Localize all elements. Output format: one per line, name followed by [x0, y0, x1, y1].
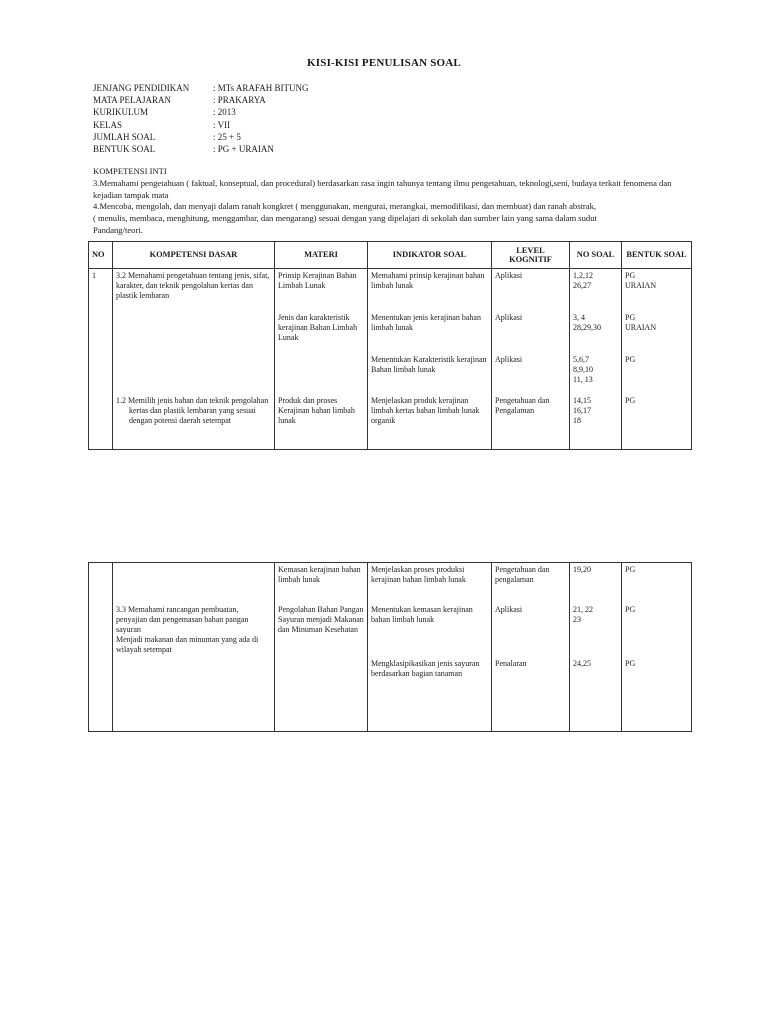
meta-row-jumlah: [93, 131, 308, 143]
cell-indikator: Menentukan jenis kerajinan bahan limbah lunak: [368, 311, 492, 353]
cell-level: Aplikasi: [492, 603, 570, 657]
no-soal-line: 24,25: [573, 658, 591, 668]
table-row: [89, 353, 692, 394]
meta-row-bentuk: [93, 143, 308, 155]
cell-no: [89, 563, 113, 603]
kompetensi-inti-line: kejadian tampak mata: [93, 189, 169, 200]
meta-label: JUMLAH SOAL: [93, 131, 156, 142]
kompetensi-inti-line: Pandang/teori.: [93, 224, 143, 235]
cell-no: [89, 394, 113, 450]
no-soal-line: 14,15: [573, 395, 591, 405]
cell-kd: [113, 353, 275, 394]
cell-level: Aplikasi: [492, 269, 570, 311]
header-indikator-soal: INDIKATOR SOAL: [368, 242, 492, 269]
cell-bentuk: [622, 563, 692, 603]
meta-value: : PG + URAIAN: [213, 143, 274, 155]
cell-indikator: Menjelaskan produk kerajinan limbah kertas bahan limbah lunak organik: [368, 394, 492, 450]
kd-text: Menjadi makanan dan minuman yang ada di wilayah setempat: [116, 634, 259, 654]
cell-no-soal: [570, 603, 622, 657]
cell-no-soal: [570, 269, 622, 311]
bentuk-line: PG: [625, 658, 636, 668]
no-soal-line: 16,17: [573, 405, 591, 415]
no-soal-line: 19,20: [573, 565, 591, 574]
cell-kd: [113, 394, 275, 450]
no-soal-line: 18: [573, 415, 581, 425]
kisi-table-part-1: [88, 241, 692, 450]
bentuk-line: URAIAN: [625, 281, 657, 290]
kompetensi-inti-line: ( menulis, membaca, menghitung, menggambar, dan mengarang) sesuai dengan yang dipelajari di sekolah dan sumber lain yang sama dalam sudut: [93, 213, 597, 224]
cell-level: Aplikasi: [492, 353, 570, 394]
no-soal-line: 5,6,7: [573, 354, 589, 364]
meta-value: : MTs ARAFAH BITUNG: [213, 82, 308, 94]
cell-no: [89, 603, 113, 657]
bentuk-line: PG: [625, 312, 636, 322]
cell-materi: [275, 657, 368, 732]
no-soal-line: 23: [573, 614, 581, 624]
kd-text: 1.2 Memilih jenis bahan dan teknik pengolahan kertas dan plastik lembaran yang sesuai dengan potensi daerah setempat: [116, 395, 269, 425]
meta-label: JENJANG PENDIDIKAN: [93, 83, 190, 93]
no-soal-line: 3, 4: [573, 312, 585, 322]
meta-value: : VII: [213, 119, 230, 131]
table-row: [89, 563, 692, 603]
cell-kd: [113, 311, 275, 353]
no-soal-line: 1,2,12: [573, 271, 593, 280]
table-row: [89, 269, 692, 311]
cell-level: Pengetahuan dan pengalaman: [492, 563, 570, 603]
table-row: [89, 657, 692, 732]
cell-materi: Produk dan proses Kerajinan bahan limbah lunak: [275, 394, 368, 450]
no-soal-line: 21, 22: [573, 604, 593, 614]
bentuk-line: PG: [625, 271, 636, 280]
bentuk-line: PG: [625, 354, 636, 364]
cell-indikator: Menentukan kemasan kerajinan bahan limbah lunak: [368, 603, 492, 657]
meta-row-jenjang: [93, 82, 308, 94]
cell-materi: Pengolahan Bahan Pangan Sayuran menjadi Makanan dan Minuman Kesehatan: [275, 603, 368, 657]
meta-label: KURIKULUM: [93, 107, 148, 118]
cell-level: Aplikasi: [492, 311, 570, 353]
cell-kd: [113, 657, 275, 732]
cell-kd: [113, 603, 275, 657]
cell-indikator: Memahami prinsip kerajinan bahan limbah lunak: [368, 269, 492, 311]
cell-indikator: Menjelaskan proses produksi kerajinan bahan limbah lunak: [368, 563, 492, 603]
cell-bentuk: [622, 603, 692, 657]
cell-no: [89, 353, 113, 394]
table-row: [89, 311, 692, 353]
cell-materi: Jenis dan karakteristik kerajinan Bahan Limbah Lunak: [275, 311, 368, 353]
cell-indikator: Menentukan Karakteristik kerajinan Bahan limbah lunak: [368, 353, 492, 394]
cell-bentuk: [622, 353, 692, 394]
meta-row-kurikulum: [93, 106, 308, 118]
cell-materi: [275, 353, 368, 394]
kd-text: 3.3 Memahami rancangan pembuatan, penyajian dan pengemasan bahan pangan sayuran: [116, 604, 249, 634]
cell-bentuk: [622, 394, 692, 450]
kompetensi-inti-heading: KOMPETENSI INTI: [93, 166, 167, 176]
identity-block: [93, 82, 308, 155]
no-soal-line: 26,27: [573, 281, 591, 290]
header-bentuk-soal: BENTUK SOAL: [622, 242, 692, 269]
cell-indikator: Mengklasipikasikan jenis sayuran berdasarkan bagian tanaman: [368, 657, 492, 732]
table-row: [89, 394, 692, 450]
bentuk-line: PG: [625, 395, 636, 405]
header-no: NO: [89, 242, 113, 269]
no-soal-line: 11, 13: [573, 374, 593, 384]
kompetensi-inti-line: 4.Mencoba, mengolah, dan menyaji dalam ranah kongkret ( menggunakan, mengurai, merangkai, memodifikasi, dan membuat) dan ranah abstrak,: [93, 201, 597, 212]
cell-materi: Prinsip Kerajinan Bahan Limbah Lunak: [275, 269, 368, 311]
table-row: [89, 603, 692, 657]
meta-label: KELAS: [93, 119, 122, 130]
no-soal-line: 8,9,10: [573, 364, 593, 374]
kompetensi-inti-line: 3.Memahami pengetahuan ( faktual, konseptual, dan procedural) berdasarkan rasa ingin tahunya tentang ilmu pengetahuan, teknologi,seni, budaya terkait fenomena dan: [93, 177, 672, 188]
meta-row-mapel: [93, 94, 308, 106]
cell-no: [89, 311, 113, 353]
cell-no: 1: [89, 269, 113, 311]
cell-bentuk: [622, 311, 692, 353]
cell-no-soal: [570, 563, 622, 603]
cell-no-soal: [570, 311, 622, 353]
header-no-soal: NO SOAL: [570, 242, 622, 269]
cell-no-soal: [570, 353, 622, 394]
meta-value: : 2013: [213, 106, 236, 118]
header-kompetensi-dasar: KOMPETENSI DASAR: [113, 242, 275, 269]
cell-no-soal: [570, 394, 622, 450]
cell-bentuk: [622, 657, 692, 732]
kompetensi-inti: [93, 166, 713, 237]
bentuk-line: PG: [625, 565, 636, 574]
meta-row-kelas: [93, 119, 308, 131]
meta-label: MATA PELAJARAN: [93, 95, 172, 106]
cell-level: Penalaran: [492, 657, 570, 732]
meta-label: BENTUK SOAL: [93, 144, 156, 155]
cell-no: [89, 657, 113, 732]
cell-kd: [113, 563, 275, 603]
bentuk-line: URAIAN: [625, 322, 657, 332]
cell-level: Pengetahuan dan Pengalaman: [492, 394, 570, 450]
no-soal-line: 28,29,30: [573, 322, 601, 332]
cell-kd: 3.2 Memahami pengetahuan tentang jenis, sifat, karakter, dan teknik pengolahan kertas dan plastik lembaran: [113, 269, 275, 311]
meta-value: : 25 + 5: [213, 131, 241, 143]
bentuk-line: PG: [625, 604, 636, 614]
meta-value: : PRAKARYA: [213, 94, 266, 106]
document-title: KISI-KISI PENULISAN SOAL: [307, 57, 461, 69]
cell-no-soal: [570, 657, 622, 732]
header-materi: MATERI: [275, 242, 368, 269]
header-level-kognitif: LEVEL KOGNITIF: [492, 242, 570, 269]
cell-bentuk: [622, 269, 692, 311]
kisi-table-part-2: [88, 562, 692, 732]
cell-materi: Kemasan kerajinan bahan limbah lunak: [275, 563, 368, 603]
